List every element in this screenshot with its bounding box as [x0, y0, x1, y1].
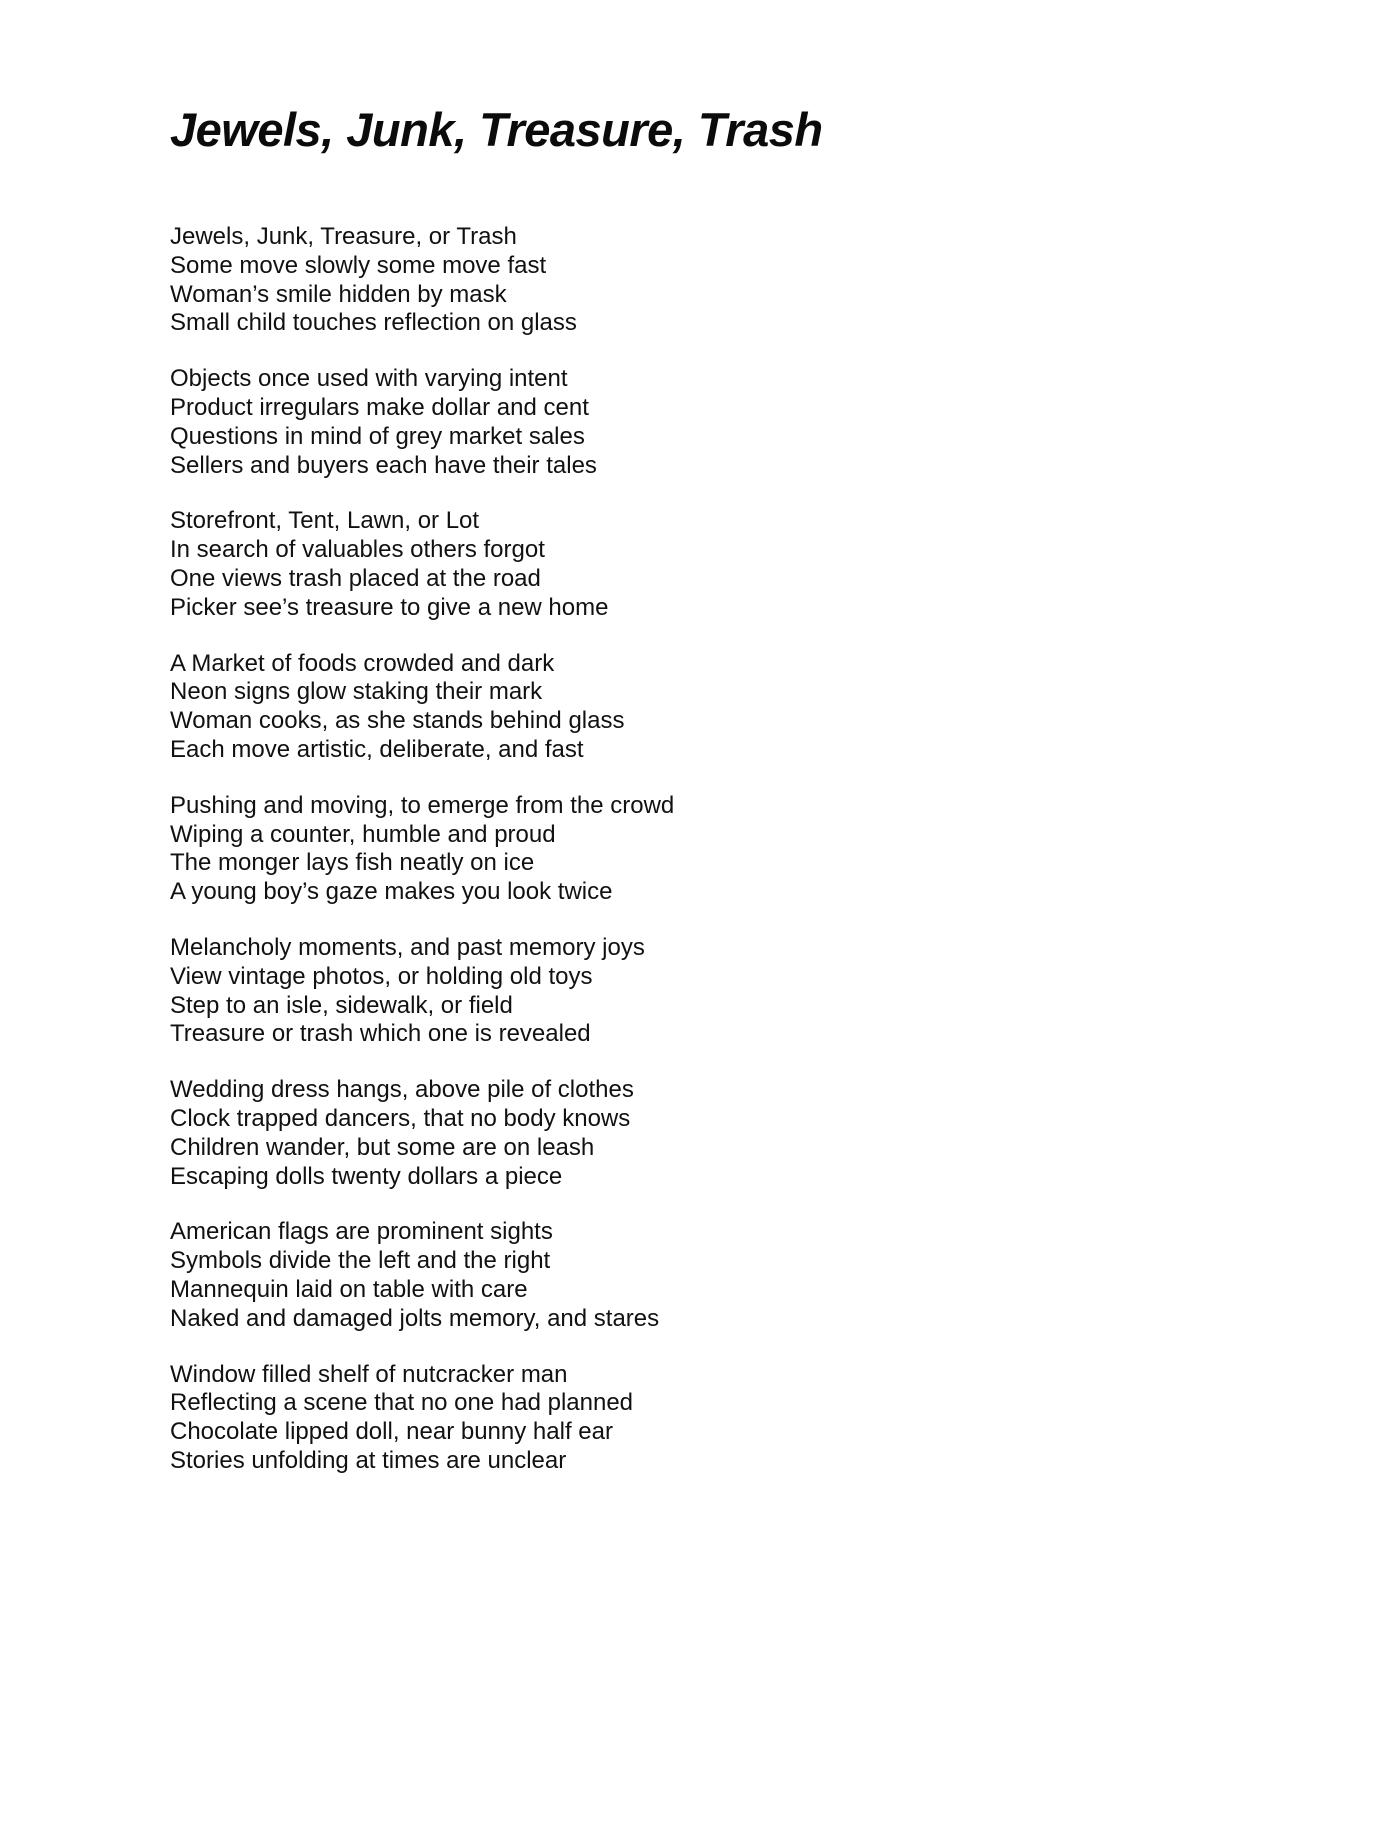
- poem-line: Objects once used with varying intent: [170, 365, 568, 393]
- poem-line: Mannequin laid on table with care: [170, 1275, 528, 1303]
- poem-line: Questions in mind of grey market sales: [170, 422, 585, 450]
- poem-line: Children wander, but some are on leash: [170, 1133, 595, 1161]
- poem-line: Symbols divide the left and the right: [170, 1247, 551, 1275]
- poem-line: Step to an isle, sidewalk, or field: [170, 991, 513, 1019]
- poem-line: Window filled shelf of nutcracker man: [170, 1360, 568, 1388]
- poem-line: Naked and damaged jolts memory, and stares: [170, 1304, 660, 1332]
- poem-line: Melancholy moments, and past memory joys: [170, 933, 645, 961]
- poem-line: Woman’s smile hidden by mask: [170, 280, 507, 308]
- poem-line: View vintage photos, or holding old toys: [170, 962, 593, 990]
- poem-line: Clock trapped dancers, that no body knows: [170, 1104, 631, 1132]
- poem-line: Treasure or trash which one is revealed: [170, 1020, 591, 1048]
- poem-line: Wedding dress hangs, above pile of clothes: [170, 1076, 634, 1104]
- poem-line: One views trash placed at the road: [170, 564, 541, 592]
- stanza: [170, 934, 1255, 1049]
- poem-line: Reflecting a scene that no one had planned: [170, 1389, 634, 1417]
- poem-line: Picker see’s treasure to give a new home: [170, 593, 609, 621]
- poem-line: Pushing and moving, to emerge from the crowd: [170, 791, 675, 819]
- poem-line: Storefront, Tent, Lawn, or Lot: [170, 507, 480, 535]
- stanza: [170, 1361, 1255, 1476]
- stanza: [170, 1218, 1255, 1333]
- poem-line: Escaping dolls twenty dollars a piece: [170, 1162, 563, 1190]
- poem-line: Some move slowly some move fast: [170, 251, 547, 279]
- stanza: [170, 650, 1255, 765]
- poem-line: Each move artistic, deliberate, and fast: [170, 735, 584, 763]
- poem-title: Jewels, Junk, Treasure, Trash: [170, 103, 823, 156]
- stanza: [170, 792, 1255, 907]
- poem-line: Wiping a counter, humble and proud: [170, 820, 556, 848]
- poem-line: Neon signs glow staking their mark: [170, 678, 543, 706]
- poem-line: A young boy’s gaze makes you look twice: [170, 878, 613, 906]
- stanza: [170, 1076, 1255, 1191]
- poem-body: [170, 223, 1255, 1476]
- poem-line: Product irregulars make dollar and cent: [170, 393, 589, 421]
- poem-line: Small child touches reflection on glass: [170, 309, 577, 337]
- poem-line: Stories unfolding at times are unclear: [170, 1446, 567, 1474]
- poem-line: Sellers and buyers each have their tales: [170, 451, 597, 479]
- stanza: [170, 365, 1255, 480]
- poem-line: American flags are prominent sights: [170, 1218, 553, 1246]
- stanza: [170, 223, 1255, 338]
- stanza: [170, 507, 1255, 622]
- poem-line: Jewels, Junk, Treasure, or Trash: [170, 223, 517, 250]
- poem-line: The monger lays fish neatly on ice: [170, 849, 535, 877]
- poem-line: In search of valuables others forgot: [170, 536, 545, 564]
- poem-line: A Market of foods crowded and dark: [170, 649, 555, 677]
- poem-line: Chocolate lipped doll, near bunny half ear: [170, 1418, 613, 1446]
- poem-line: Woman cooks, as she stands behind glass: [170, 707, 625, 735]
